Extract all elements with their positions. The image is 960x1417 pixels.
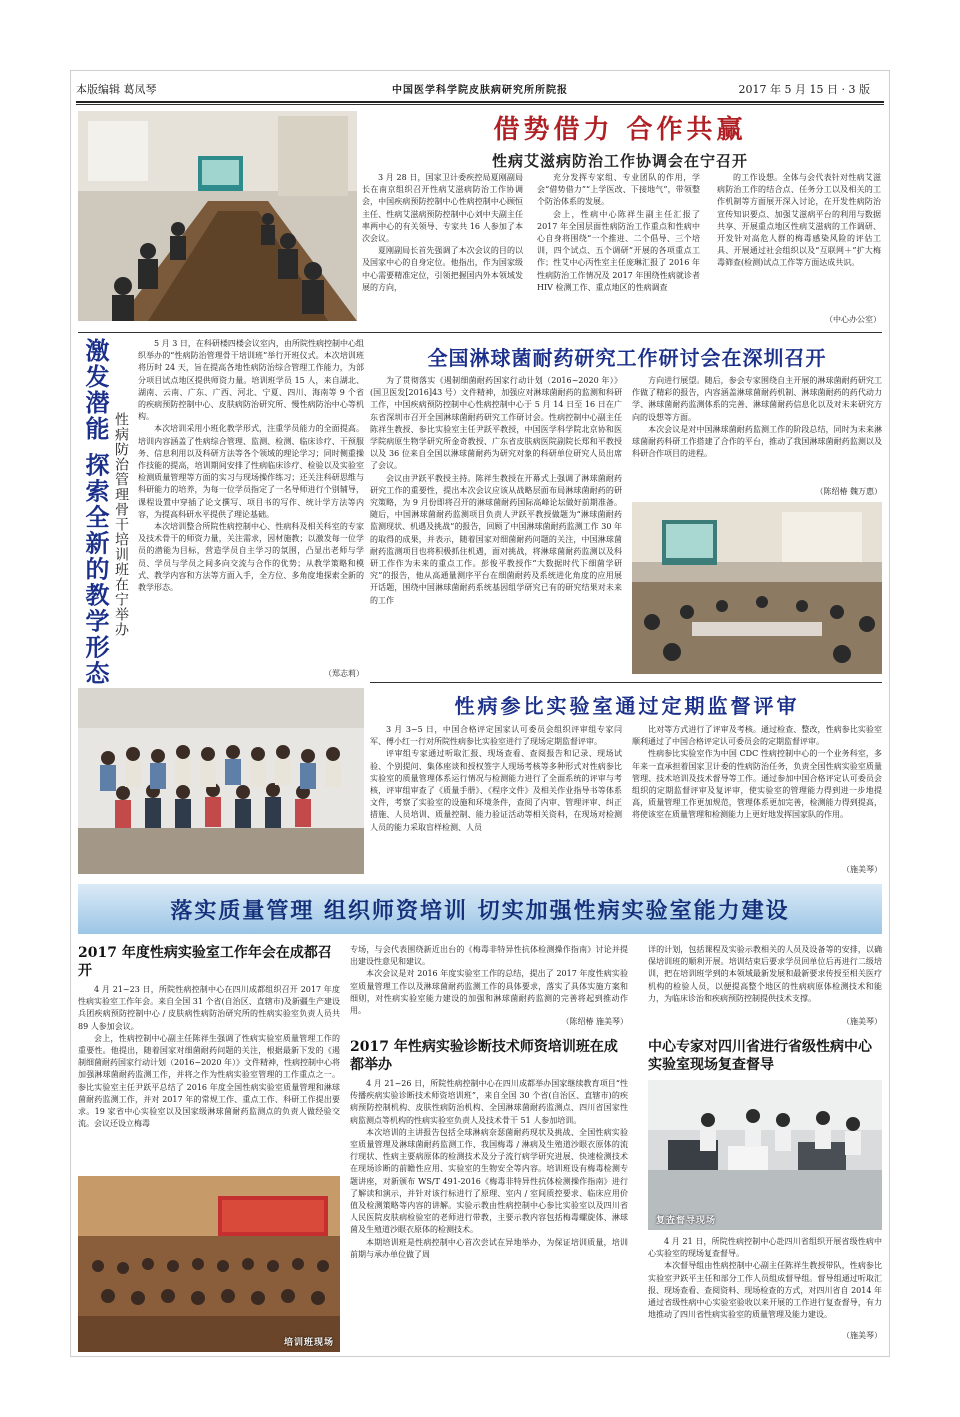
article3-title: 全国淋球菌耐药研究工作研讨会在深圳召开: [427, 346, 827, 370]
article1-col3: 的工作设想。全体与会代表针对性病艾滋病防治工作的结合点、任务分工以及相关的工作机制等方面展开深入讨论，在开发性病防治宣传知识要点、加强艾滋病平台的利用与数据共享、开展重点地区性病艾滋病的工作调研、开发针对高危人群的梅毒感染风险的评估工具、开展通过社会组织以及“互联网＋”扩大梅毒筛查(检测)试点工作等方面达成共识。: [717, 173, 881, 268]
article2-subtitle: 性病防治管理骨干培训班在宁举办: [113, 412, 129, 637]
article1-col2: 充分发挥专家组、专业团队的作用，学会“借势借力”“上学医改、下接地气”，带领整个防治体系的发展。 会上，性病中心陈祥生副主任汇报了 2017 年全国层面性病防治工作重点和性病中心自身将围绕“一个推进、二个倡导、三个培训，四个试点、五个调研”开展的各项重点工作；性艾中心丙性室主任庞琳汇报了 2016 年性病防治工作情况及 2017 年围绕性病就诊者 HIV 检测工作、重点地区的性病调查: [537, 173, 700, 292]
article7-signature: （施美琴）: [842, 1331, 882, 1340]
date-page: 2017 年 5 月 15 日 · 3 版: [738, 83, 870, 96]
training-group-photo: [78, 688, 364, 874]
article3-col1: 为了贯彻落实《遏制细菌耐药国家行动计划（2016~2020 年）》(国卫医发[2016]43 号）文件精神，加强应对淋球菌耐药的监测和科研工作，中国疾病预防控制中心性病控制中心于 5 月 14 日至 16 日在广东省深圳市召开全国淋球菌耐药研究工作研讨会。性病控制中心副主任陈祥生教授、参比实验室主任尹跃平教授，中国医学科学院北京协和医学院病原生物学研究所金奇教授、广东省皮肤病医院副院长郑和平教授以及 36 位来自全国以淋球菌耐药为研究对象的科研单位研究人员出席了会议。 会议由尹跃平教授主持。陈祥生教授在开幕式上强调了淋球菌耐药研究工作的重要性，提出本次会议应该从战略层面布局淋球菌耐药的研究策略，为 9 月份即将召开的淋球菌耐药国际高峰论坛做好前期准备。随后，中国淋球菌耐药监测项目负责人尹跃平教授做题为“淋球菌耐药监测现状、机遇及挑战”的报告，回顾了中国淋球菌耐药监测工作 30 年的取得的成果，并表示，随着国家对细菌耐药问题的关注，中国淋球菌耐药监测项目也将积极抓住机遇，面对挑战，将淋球菌耐药监测以及科研工作作为未来的重点工作。彭俊平教授作“大数据时代下细菌学研究”的报告，他从高通量测序平台在细菌耐药及系统进化角度的应用展开话题，围绕中国淋球菌耐药系统基因组学研究已有的研究结果对未来的工作: [370, 376, 622, 605]
article6-col2: 详的计划，包括课程及实验示教相关的人员及设备等的安排，以确保培训班的顺利开展。培训结束后要求学员回单位后再进行二级培训，把在培训班学到的本领域最新发展和最新要求传授至相关医疗机构的检验人员，以便提高整个地区的性病病原体检测技术和能力，为临床诊治和疾病预防控制提供技术支撑。: [648, 945, 882, 1003]
article1-col1: 3 月 28 日，国家卫计委疾控局夏刚副局长在南京组织召开性病艾滋病防治工作协调会，中国疾病预防控制中心性病控制中心顾恒主任、性病艾滋病预防控制中心刘中夫副主任率两中心的有关领导、专家共 16 人参加了本次会议。 夏刚副局长首先强调了本次会议的目的以及国家中心的自身定位。他指出，作为国家级中心需要精准定位，引领把握国内外本领域发展的方向，: [362, 173, 523, 292]
article4-signature: （施美琴）: [842, 865, 882, 874]
section-banner: [78, 884, 882, 934]
header-rule-thin: [76, 104, 884, 105]
article2-title: 激发潜能 探索全新的教学形态: [81, 338, 110, 687]
article4-col1: 3 月 3~5 日，中国合格评定国家认可委员会组织评审组专家闫军、傅小红一行对所院性病参比实验室进行了现场定期监督评审。 评审组专家通过听取汇报、现场查看、查阅报告和记录、现场试验、个别提问、集体座谈和授权签字人现场考核等多种形式对性病参比实验室的质量管理体系运行情况与检测能力进行了全面系统的评审与考核，评审组审查了《质量手册》、《程序文件》及相关作业指导书等体系文件，考察了实验室的设施和环境条件，查阅了内审、管理评审、纠正措施、人员培训、质量控制、能力验证活动等相关资料，在现场对检测人员的能力采取盲样检测、人员: [370, 725, 622, 832]
article3-col2: 方向进行展望。随后，参会专家围绕自主开展的淋球菌耐药研究工作做了精彩的报告，内容涵盖淋球菌耐药机制、淋球菌耐药的药代动力学、淋球菌耐药监测体系的完善、淋球菌耐药信息化以及对未来研究方向的设想等方面。 本次会议是对中国淋球菌耐药监测工作的阶段总结，同时为未来淋球菌耐药科研工作搭建了合作的平台，推动了我国淋球菌耐药监测以及科研合作项目的进程。: [632, 376, 882, 459]
article3-signature: （陈绍椿 魏万惠）: [815, 487, 882, 496]
article4-col2: 比对等方式进行了评审及考核。通过检查、整改，性病参比实验室顺利通过了中国合格评定认可委员会的定期监督评审。 性病参比实验室作为中国 CDC 性病控制中心的一个业务科室，多年来一直承担着国家卫计委的性病防治任务，负责全国性病实验室质量管理、技术培训及技术督导等工作。通过参加中国合格评定认可委员会组织的定期监督评审及复评审，使实验室的管理能力得到进一步地提高，质量管理工作更加规范，管理体系更加完善，检测能力得到提高，将使该室在质量管理和检测能力上更好地发挥国家队的作用。: [632, 725, 882, 820]
article6-signature: （施美琴）: [842, 1017, 882, 1026]
divider: [78, 332, 882, 333]
photo-caption: 培训班现场: [283, 1338, 334, 1348]
conference-photo: [632, 502, 882, 674]
article1-subtitle: 性病艾滋病防治工作协调会在宁召开: [491, 152, 748, 170]
article2-signature: （郑志莉）: [324, 669, 364, 678]
article7-body: 4 月 21 日，所院性病控制中心赴四川省组织开展省级性病中心实验室的现场复查督导。 本次督导组由性病控制中心副主任陈祥生教授带队，性病参比实验室尹跃平主任和部分工作人员组成督导组。督导组通过听取汇报、现场查看、查阅资料、现场检查的方式，对四川省自 2014 年通过省级性病中心实验室验收以来开展的工作进行复查督导，有力地推动了四川省性病实验室的质量管理及能力建设。: [648, 1237, 882, 1320]
training-venue-photo: [78, 1176, 340, 1352]
article1-title: 借势借力 合作共赢: [493, 115, 747, 145]
article5-title: 2017 年度性病实验室工作年会在成都召开: [78, 945, 332, 979]
newspaper-name: 中国医学科学院皮肤病研究所所院报: [392, 85, 568, 96]
article6-title: 2017 年性病实验诊断技术师资培训班在成都举办: [350, 1039, 618, 1073]
article2-body: 5 月 3 日，在科研楼四楼会议室内，由所院性病控制中心组织举办的“性病防治管理骨干培训班”举行开班仪式。本次培训班将历时 24 天，旨在提高各地性病防治综合管理工作能力，为部分项目试点地区提供师资力量。培训班学员 15 人，来自湖北、湖南、云南、广东、广西、河北、宁夏、四川、海南等 9 个省的疾病预防控制中心、皮肤病防治研究所、慢性病防治中心等机构。 本次培训采用小班化教学形式，注重学员能力的全面提高。培训内容涵盖了性病综合管理、监测、检测、临床诊疗、干预服务、信息利用以及科研方法等各个领域的理论学习；同时侧重操作技能的提高，培训期间安排了性病临床诊疗、检验以及实验室检测质量管理等方面的实习与现场操作练习；还关注科研思维与科研能力的培养，为每一位学员指定了一名导师进行个别辅导，课程设置中穿插了论文撰写、项目书的写作、统计学方法等内容，为提高科研水平提供了理论基础。 本次培训整合所院性病控制中心、性病科及相关科室的专家及技术骨干的师资力量，关注需求，因材施教；以激发每一位学员的潜能为目标，营造学员自主学习的氛围，凸显出老师与学员、学员与学员之间多向交流与合作的优势；从教学策略和模式、教学内容和方法等方面入手，全方位、多角度地探索全新的教学形态。: [138, 339, 364, 593]
article5-col2: 专场，与会代表围绕新近出台的《梅毒非特异性抗体检测操作指南》讨论并提出建设性意见和建议。 本次会议是对 2016 年度实验室工作的总结，提出了 2017 年度性病实验室质量管理工作以及淋球菌耐药监测工作的具体要求，落实了具体实施方案和细则，对性病实验室能力建设的加强和淋球菌耐药监测的完善将起到推动作用。: [350, 945, 628, 1016]
article5-signature: （陈绍椿 施美琴）: [561, 1017, 628, 1026]
article4-title: 性病参比实验室通过定期监督评审: [454, 694, 800, 718]
header-rule: [76, 101, 884, 103]
editor-credit: 本版编辑 葛凤琴: [76, 83, 157, 96]
banner-text: 落实质量管理 组织师资培训 切实加强性病实验室能力建设: [170, 898, 790, 924]
photo-caption: 复查督导现场: [656, 1216, 717, 1226]
article1-signature: （中心办公室）: [825, 315, 881, 324]
meeting-photo: [78, 111, 357, 321]
article6-col1: 4 月 21~26 日，所院性病控制中心在四川成都举办国家继续教育项目“性传播疾病实验诊断技术师资培训班”，来自全国 30 个省(自治区、直辖市)的疾病预防控制机构、皮肤性病防治机构、全国淋球菌耐药监测点、四川省国家性病监测点等机构的性病实验室负责人及技术骨干 51 人参加培训。 本次培训的主讲报告包括全球淋病奈瑟菌耐药现状及挑战、全国性病实验室质量管理及淋球菌耐药监测工作、我国梅毒 / 淋病及生殖道沙眼衣原体的流行现状、性病主要病原体的检测技术及分子流行病学研究进展、快速检测技术在现场诊断的前瞻性应用、实验室的生物安全等内容。培训班设有梅毒检测专题讲座，对新颁布 WS/T 491-2016《梅毒非特异性抗体检测操作指南》进行了解读和演示，并针对该行标进行了原理、室内 / 室间质控要求、临床应用价值及检测策略等内容的讲解。实验示教由性病控制中心参比实验室以及四川省人民医院皮肤病检验室的老师进行带教，主要示教内容包括梅毒螺旋体、淋球菌及生殖道沙眼衣原体的检测技术。 本期培训班是性病控制中心首次尝试在异地举办，为保证培训质量，培训前期与承办单位做了周: [350, 1079, 628, 1259]
article7-title: 中心专家对四川省进行省级性病中心实验室现场复查督导: [648, 1039, 872, 1073]
divider: [370, 682, 882, 683]
article5-col1: 4 月 21~23 日，所院性病控制中心在四川成都组织召开 2017 年度性病实验室工作年会。来自全国 31 个省(自治区、直辖市)及新疆生产建设兵团疾病预防控制中心 / 皮肤病性病防治研究所的性病实验室负责人员共 89 人参加会议。 会上，性病控制中心副主任陈祥生强调了性病实验室质量管理工作的重要性。他提出，随着国家对细菌耐药问题的关注，根据最新下发的《遏制细菌耐药国家行动计划（2016~2020 年）》文件精神，性病控制中心将加强淋球菌耐药监测工作，并将之作为性病实验室管理的工作重点之一。参比实验室主任尹跃平总结了 2016 年度全国性病实验室质量管理和淋球菌耐药监测工作，并对 2017 年的常规工作、重点工作、科研工作提出要求。19 家省中心实验室以及国家级淋球菌耐药监测点的负责人做经验交流。会议还设立梅毒: [78, 985, 340, 1129]
inspection-photo: [648, 1080, 882, 1230]
